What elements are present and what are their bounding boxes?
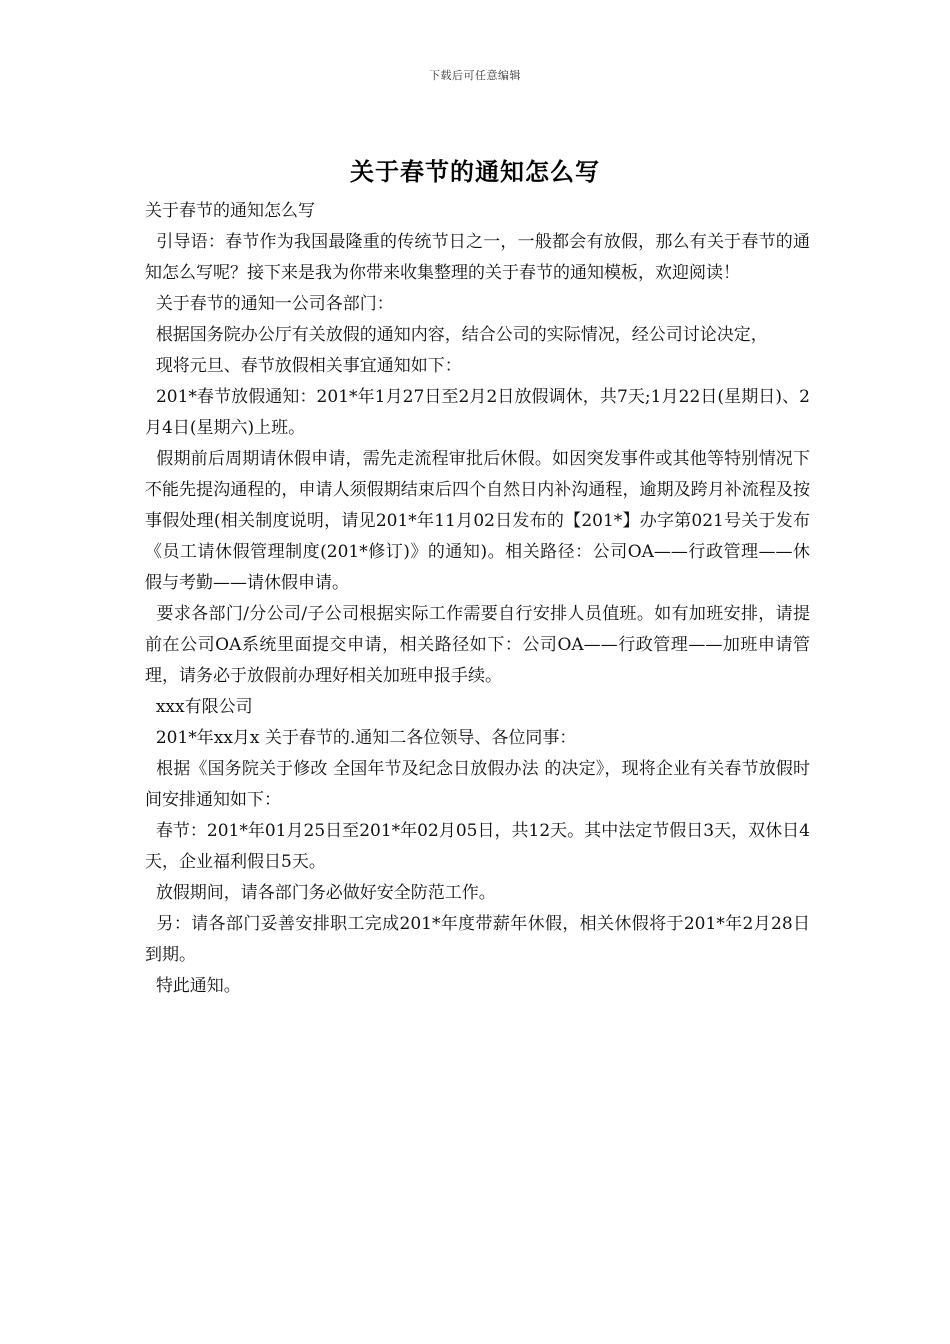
paragraph: 特此通知。 xyxy=(145,976,241,996)
paragraph: 201*春节放假通知：201*年1月27日至2月2日放假调休，共7天;1月22日(星期日)、2月4日(星期六)上班。 xyxy=(145,387,810,438)
document-body xyxy=(145,196,810,1002)
paragraph: 关于春节的通知一公司各部门： xyxy=(145,294,394,314)
paragraph: 假期前后周期请休假申请，需先走流程审批后休假。如因突发事件或其他等特别情况下不能先提沟通程的，申请人须假期结束后四个自然日内补沟通程，逾期及跨月补流程及按事假处理(相关制度说明，请见201*年11月02日发布的【201*】办字第021号关于发布《员工请休假管理制度(201*修订)》的通知)。相关路径：公司OA——行政管理——休假与考勤——请休假申请。 xyxy=(145,449,811,593)
paragraph: 根据国务院办公厅有关放假的通知内容，结合公司的实际情况，经公司讨论决定， xyxy=(145,325,768,345)
paragraph: xxx有限公司 xyxy=(145,697,253,717)
paragraph: 要求各部门/分公司/子公司根据实际工作需要自行安排人员值班。如有加班安排，请提前在公司OA系统里面提交申请，相关路径如下：公司OA——行政管理——加班申请管理，请务必于放假前办理好相关加班申报手续。 xyxy=(145,604,810,686)
header-note: 下载后可任意编辑 xyxy=(429,69,521,82)
page-title: 关于春节的通知怎么写 xyxy=(350,157,600,186)
paragraph: 春节：201*年01月25日至201*年02月05日，共12天。其中法定节假日3天，双休日4天，企业福利假日5天。 xyxy=(145,821,811,872)
paragraph: 放假期间，请各部门务必做好安全防范工作。 xyxy=(145,883,496,903)
paragraph: 201*年xx月x 关于春节的.通知二各位领导、各位同事： xyxy=(145,728,577,748)
paragraph: 根据《国务院关于修改 全国年节及纪念日放假办法 的决定》，现将企业有关春节放假时间安排通知如下： xyxy=(145,759,811,810)
paragraph: 现将元旦、春节放假相关事宜通知如下： xyxy=(145,356,462,376)
paragraph: 关于春节的通知怎么写 xyxy=(145,201,315,221)
paragraph: 引导语：春节作为我国最隆重的传统节日之一，一般都会有放假，那么有关于春节的通知怎么写呢？接下来是我为你带来收集整理的关于春节的通知模板，欢迎阅读！ xyxy=(145,232,811,283)
paragraph: 另：请各部门妥善安排职工完成201*年度带薪年休假，相关休假将于201*年2月28日到期。 xyxy=(145,914,811,965)
